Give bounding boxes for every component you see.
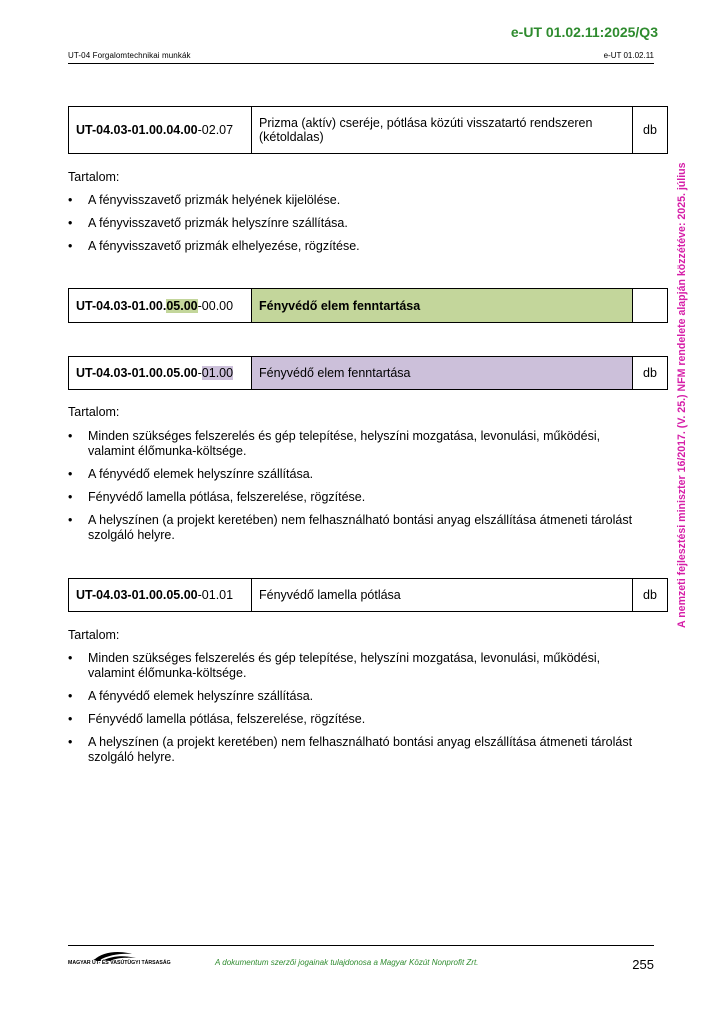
item-unit: db	[633, 107, 668, 154]
tartalom-label: Tartalom:	[68, 170, 120, 184]
list-item: • A fényvédő elemek helyszínre szállítása.	[68, 467, 314, 481]
item-table-1	[68, 106, 668, 154]
footer-divider	[68, 945, 654, 946]
list-item: • A fényvisszavető prizmák helyének kijelölése.	[68, 193, 341, 207]
list-item: • A fényvisszavető prizmák elhelyezése, rögzítése.	[68, 239, 360, 253]
item-code: UT-04.03-01.00.05.00-00.00	[69, 289, 252, 323]
bullet-list-1	[68, 193, 648, 262]
page-number: 255	[632, 957, 654, 972]
item-unit: db	[633, 579, 668, 612]
header-doc-id: e-UT 01.02.11	[603, 51, 654, 60]
copyright-note: A dokumentum szerzői jogainak tulajdonosa a Magyar Közút Nonprofit Zrt.	[215, 958, 479, 967]
item-code: UT-04.03-01.00.05.00-01.00	[69, 357, 252, 390]
tartalom-label: Tartalom:	[68, 628, 120, 642]
item-description: Fényvédő elem fenntartása	[252, 357, 633, 390]
list-item: • Fényvédő lamella pótlása, felszerelése, rögzítése.	[68, 712, 366, 726]
item-unit	[633, 289, 668, 323]
list-item: • A helyszínen (a projekt keretében) nem felhasználható bontási anyag elszállítása átmeneti tárolást szolgáló helyre.	[68, 513, 633, 542]
item-description: Fényvédő elem fenntartása	[252, 289, 633, 323]
item-description: Prizma (aktív) cseréje, pótlása közúti visszatartó rendszeren (kétoldalas)	[252, 107, 633, 154]
bullet-list-3	[68, 429, 648, 551]
society-logo-icon	[66, 948, 162, 970]
bullet-list-4	[68, 651, 648, 773]
header-section-title: UT-04 Forgalomtechnikai munkák	[68, 51, 191, 60]
list-item: • A fényvisszavető prizmák helyszínre szállítása.	[68, 216, 348, 230]
society-logo-text: MAGYAR ÚT- ÉS VASÚTÜGYI TÁRSASÁG	[68, 960, 171, 966]
header-divider	[68, 63, 654, 64]
list-item: • Fényvédő lamella pótlása, felszerelése, rögzítése.	[68, 490, 366, 504]
item-table-3	[68, 356, 668, 390]
item-code: UT-04.03-01.00.04.00-02.07	[69, 107, 252, 154]
item-table-4	[68, 578, 668, 612]
tartalom-label: Tartalom:	[68, 405, 120, 419]
item-code: UT-04.03-01.00.05.00-01.01	[69, 579, 252, 612]
item-table-2	[68, 288, 668, 323]
item-unit: db	[633, 357, 668, 390]
list-item: • A fényvédő elemek helyszínre szállítása.	[68, 689, 314, 703]
side-publication-note: A nemzeti fejlesztési miniszter 16/2017. (V. 25.) NFM rendelete alapján közzétéve: 2025. július	[676, 162, 688, 628]
list-item: • Minden szükséges felszerelés és gép telepítése, helyszíni mozgatása, levonulási, működési, valamint élőmunka-költsége.	[68, 651, 601, 680]
list-item: • Minden szükséges felszerelés és gép telepítése, helyszíni mozgatása, levonulási, működési, valamint élőmunka-költsége.	[68, 429, 601, 458]
list-item: • A helyszínen (a projekt keretében) nem felhasználható bontási anyag elszállítása átmeneti tárolást szolgáló helyre.	[68, 735, 633, 764]
item-description: Fényvédő lamella pótlása	[252, 579, 633, 612]
document-code: e-UT 01.02.11:2025/Q3	[510, 24, 658, 40]
